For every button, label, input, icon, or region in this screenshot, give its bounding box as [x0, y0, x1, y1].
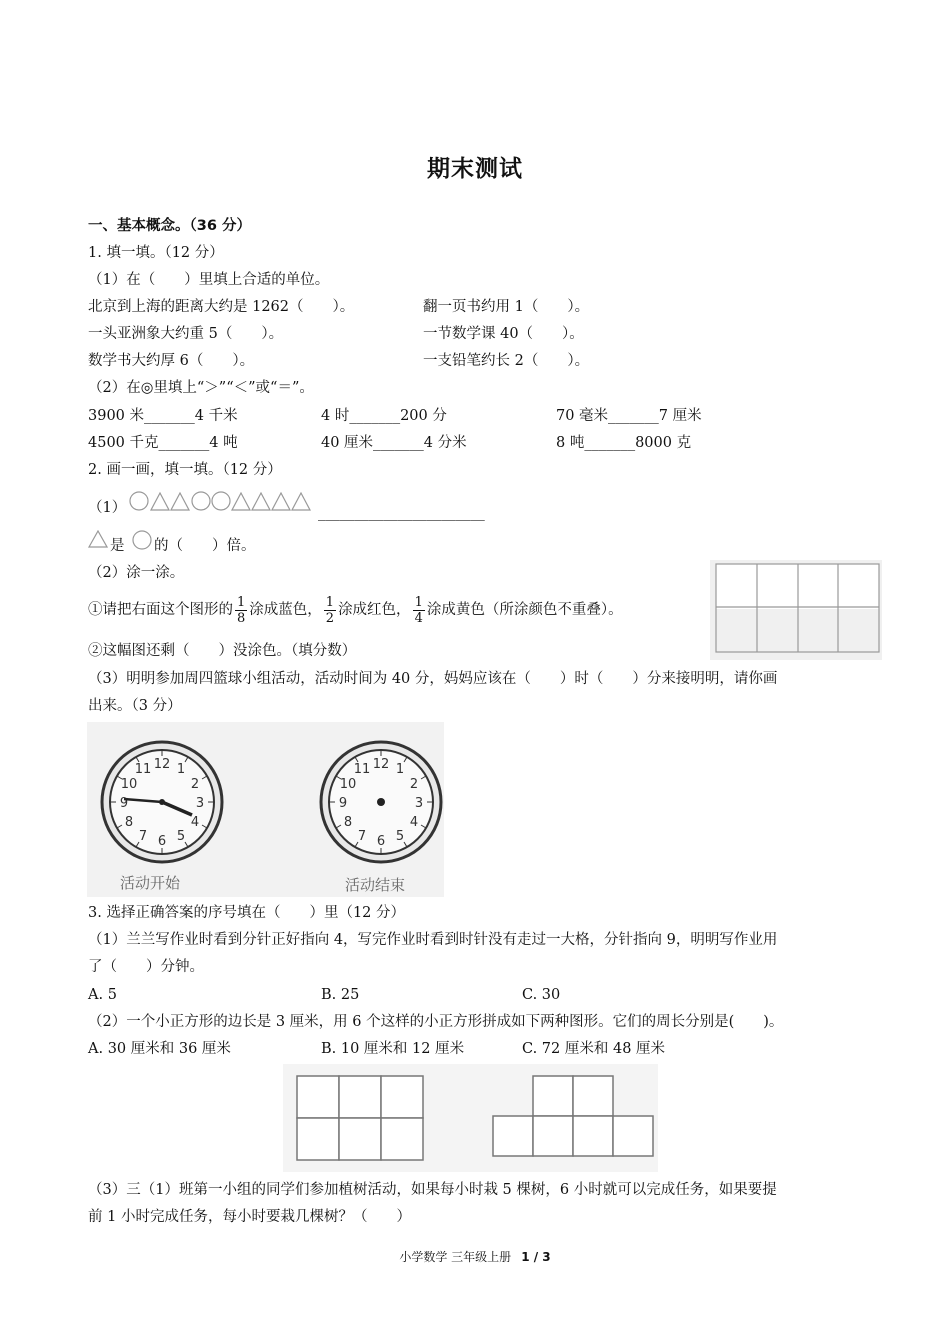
triangle-shape [252, 493, 270, 510]
section-heading: 一、基本概念。（36 分） [88, 218, 251, 234]
compare-item: 4500 千克_______4 吨 [88, 435, 238, 451]
option-c: C. 30 [522, 987, 561, 1003]
fraction-denominator: 2 [325, 610, 335, 626]
answer-blank-line: _______________________ [318, 505, 485, 521]
question-2-part-3-cont: 出来。（3 分） [88, 698, 182, 714]
question-2-part-2: （2）涂一涂。 [88, 565, 185, 581]
coloring-grid[interactable] [710, 560, 882, 660]
question-3-part-1-cont: 了（ ）分钟。 [88, 959, 204, 975]
clock-number: 12 [153, 757, 171, 772]
clock-number: 8 [124, 815, 134, 830]
clock-number: 3 [414, 796, 424, 811]
footer-text: 小学数学 三年级上册 [399, 1250, 512, 1264]
unit-item: 北京到上海的距离大约是 1262（ ）。 [88, 299, 355, 315]
question-1-heading: 1. 填一填。（12 分） [88, 245, 224, 261]
clock-end-caption: 活动结束 [345, 876, 406, 894]
clock-number: 9 [119, 796, 129, 811]
triangle-shape [272, 493, 290, 510]
shape-sequence [128, 490, 323, 512]
compare-item: 8 吨_______8000 克 [556, 435, 692, 451]
question-3-part-3: （3）三（1）班第一小组的同学们参加植树活动，如果每小时栽 5 棵树，6 小时就可以完成任务，如果要提 [88, 1182, 777, 1198]
page-title: 期末测试 [427, 156, 523, 182]
circle-icon [132, 530, 152, 550]
option-c: C. 72 厘米和 48 厘米 [522, 1041, 666, 1057]
unit-item: 翻一页书约用 1（ ）。 [423, 299, 590, 315]
clock-number: 2 [190, 777, 200, 792]
page-number: 1 / 3 [521, 1250, 551, 1264]
unit-item: 一支铅笔约长 2（ ）。 [423, 353, 590, 369]
option-b: B. 10 厘米和 12 厘米 [321, 1041, 465, 1057]
fraction-numerator: 1 [325, 594, 335, 610]
question-2-part-3: （3）明明参加周四篮球小组活动，活动时间为 40 分，妈妈应该在（ ）时（ ）分来接明明，请你画 [88, 671, 778, 687]
fraction-one-half [324, 595, 336, 626]
clock-number: 8 [343, 815, 353, 830]
clock-start-caption: 活动开始 [120, 874, 181, 892]
option-b: B. 25 [321, 987, 360, 1003]
clock-number: 10 [339, 777, 357, 792]
remain-question: ②这幅图还剩（ ）没涂色。（填分数） [88, 643, 357, 659]
color-text: ①请把右面这个图形的 [88, 602, 233, 618]
clock-faces [87, 722, 444, 872]
triangle-shape [151, 493, 169, 510]
fraction-one-eighth [235, 595, 247, 626]
times-text-a: 是 [110, 538, 125, 554]
circle-shape [212, 492, 230, 510]
color-instruction [88, 594, 623, 626]
clock-number: 7 [357, 829, 367, 844]
unit-item: 一节数学课 40（ ）。 [423, 326, 584, 342]
compare-item: 4 时_______200 分 [321, 408, 447, 424]
unit-item: 数学书大约厚 6（ ）。 [88, 353, 255, 369]
circle-shape [130, 492, 148, 510]
option-a: A. 30 厘米和 36 厘米 [88, 1041, 231, 1057]
clock-number: 4 [409, 815, 419, 830]
clock-number: 3 [195, 796, 205, 811]
clock-number: 6 [157, 834, 167, 849]
clock-number: 12 [372, 757, 390, 772]
fraction-one-quarter [413, 595, 425, 626]
triangle-icon [88, 530, 108, 548]
fraction-numerator: 1 [414, 594, 423, 610]
triangle-shape [292, 493, 310, 510]
question-2-heading: 2. 画一画，填一填。（12 分） [88, 462, 282, 478]
option-a: A. 5 [88, 987, 117, 1003]
question-3-part-2: （2）一个小正方形的边长是 3 厘米，用 6 个这样的小正方形拼成如下两种图形。它们的周长分别是( )。 [88, 1014, 784, 1030]
rectangle-figure [297, 1076, 423, 1160]
fraction-denominator: 4 [414, 610, 423, 626]
clock-number: 11 [353, 762, 371, 777]
compare-item: 70 毫米_______7 厘米 [556, 408, 702, 424]
clock-number: 11 [134, 762, 152, 777]
clock-number: 1 [176, 762, 186, 777]
question-1-part-2: （2）在◎里填上“＞”“＜”或“＝”。 [88, 380, 314, 396]
clock-end[interactable] [321, 742, 441, 862]
question-1-part-1: （1）在（ ）里填上合适的单位。 [88, 272, 330, 288]
clock-number: 6 [376, 834, 386, 849]
clock-start [102, 742, 222, 862]
clock-number: 10 [120, 777, 138, 792]
clock-figure [87, 722, 444, 897]
color-text: 涂成蓝色， [249, 602, 322, 618]
fraction-numerator: 1 [237, 594, 246, 610]
triangle-shape [171, 493, 189, 510]
triangle-shape [232, 493, 250, 510]
clock-number: 1 [395, 762, 405, 777]
clock-number: 4 [190, 815, 200, 830]
clock-number: 7 [138, 829, 148, 844]
unit-item: 一头亚洲象大约重 5（ ）。 [88, 326, 284, 342]
times-text-b: 的（ ）倍。 [154, 538, 256, 554]
color-text: 涂成红色， [338, 602, 411, 618]
clock-number: 2 [409, 777, 419, 792]
question-3-heading: 3. 选择正确答案的序号填在（ ）里（12 分） [88, 905, 406, 921]
question-3-part-3-cont: 前 1 小时完成任务，每小时要栽几棵树？（ ） [88, 1209, 411, 1225]
question-3-part-1: （1）兰兰写作业时看到分针正好指向 4，写完作业时看到时针没有走过一大格，分针指向 9，明明写作业用 [88, 932, 778, 948]
page-footer [0, 1248, 950, 1265]
compare-item: 40 厘米_______4 分米 [321, 435, 467, 451]
compare-item: 3900 米_______4 千米 [88, 408, 238, 424]
clock-number: 5 [395, 829, 405, 844]
square-figures [283, 1064, 658, 1172]
fraction-denominator: 8 [237, 610, 246, 626]
color-text: 涂成黄色（所涂颜色不重叠）。 [426, 602, 623, 618]
question-2-part-1-label: （1） [88, 500, 127, 516]
clock-number: 5 [176, 829, 186, 844]
circle-shape [192, 492, 210, 510]
clock-number: 9 [338, 796, 348, 811]
